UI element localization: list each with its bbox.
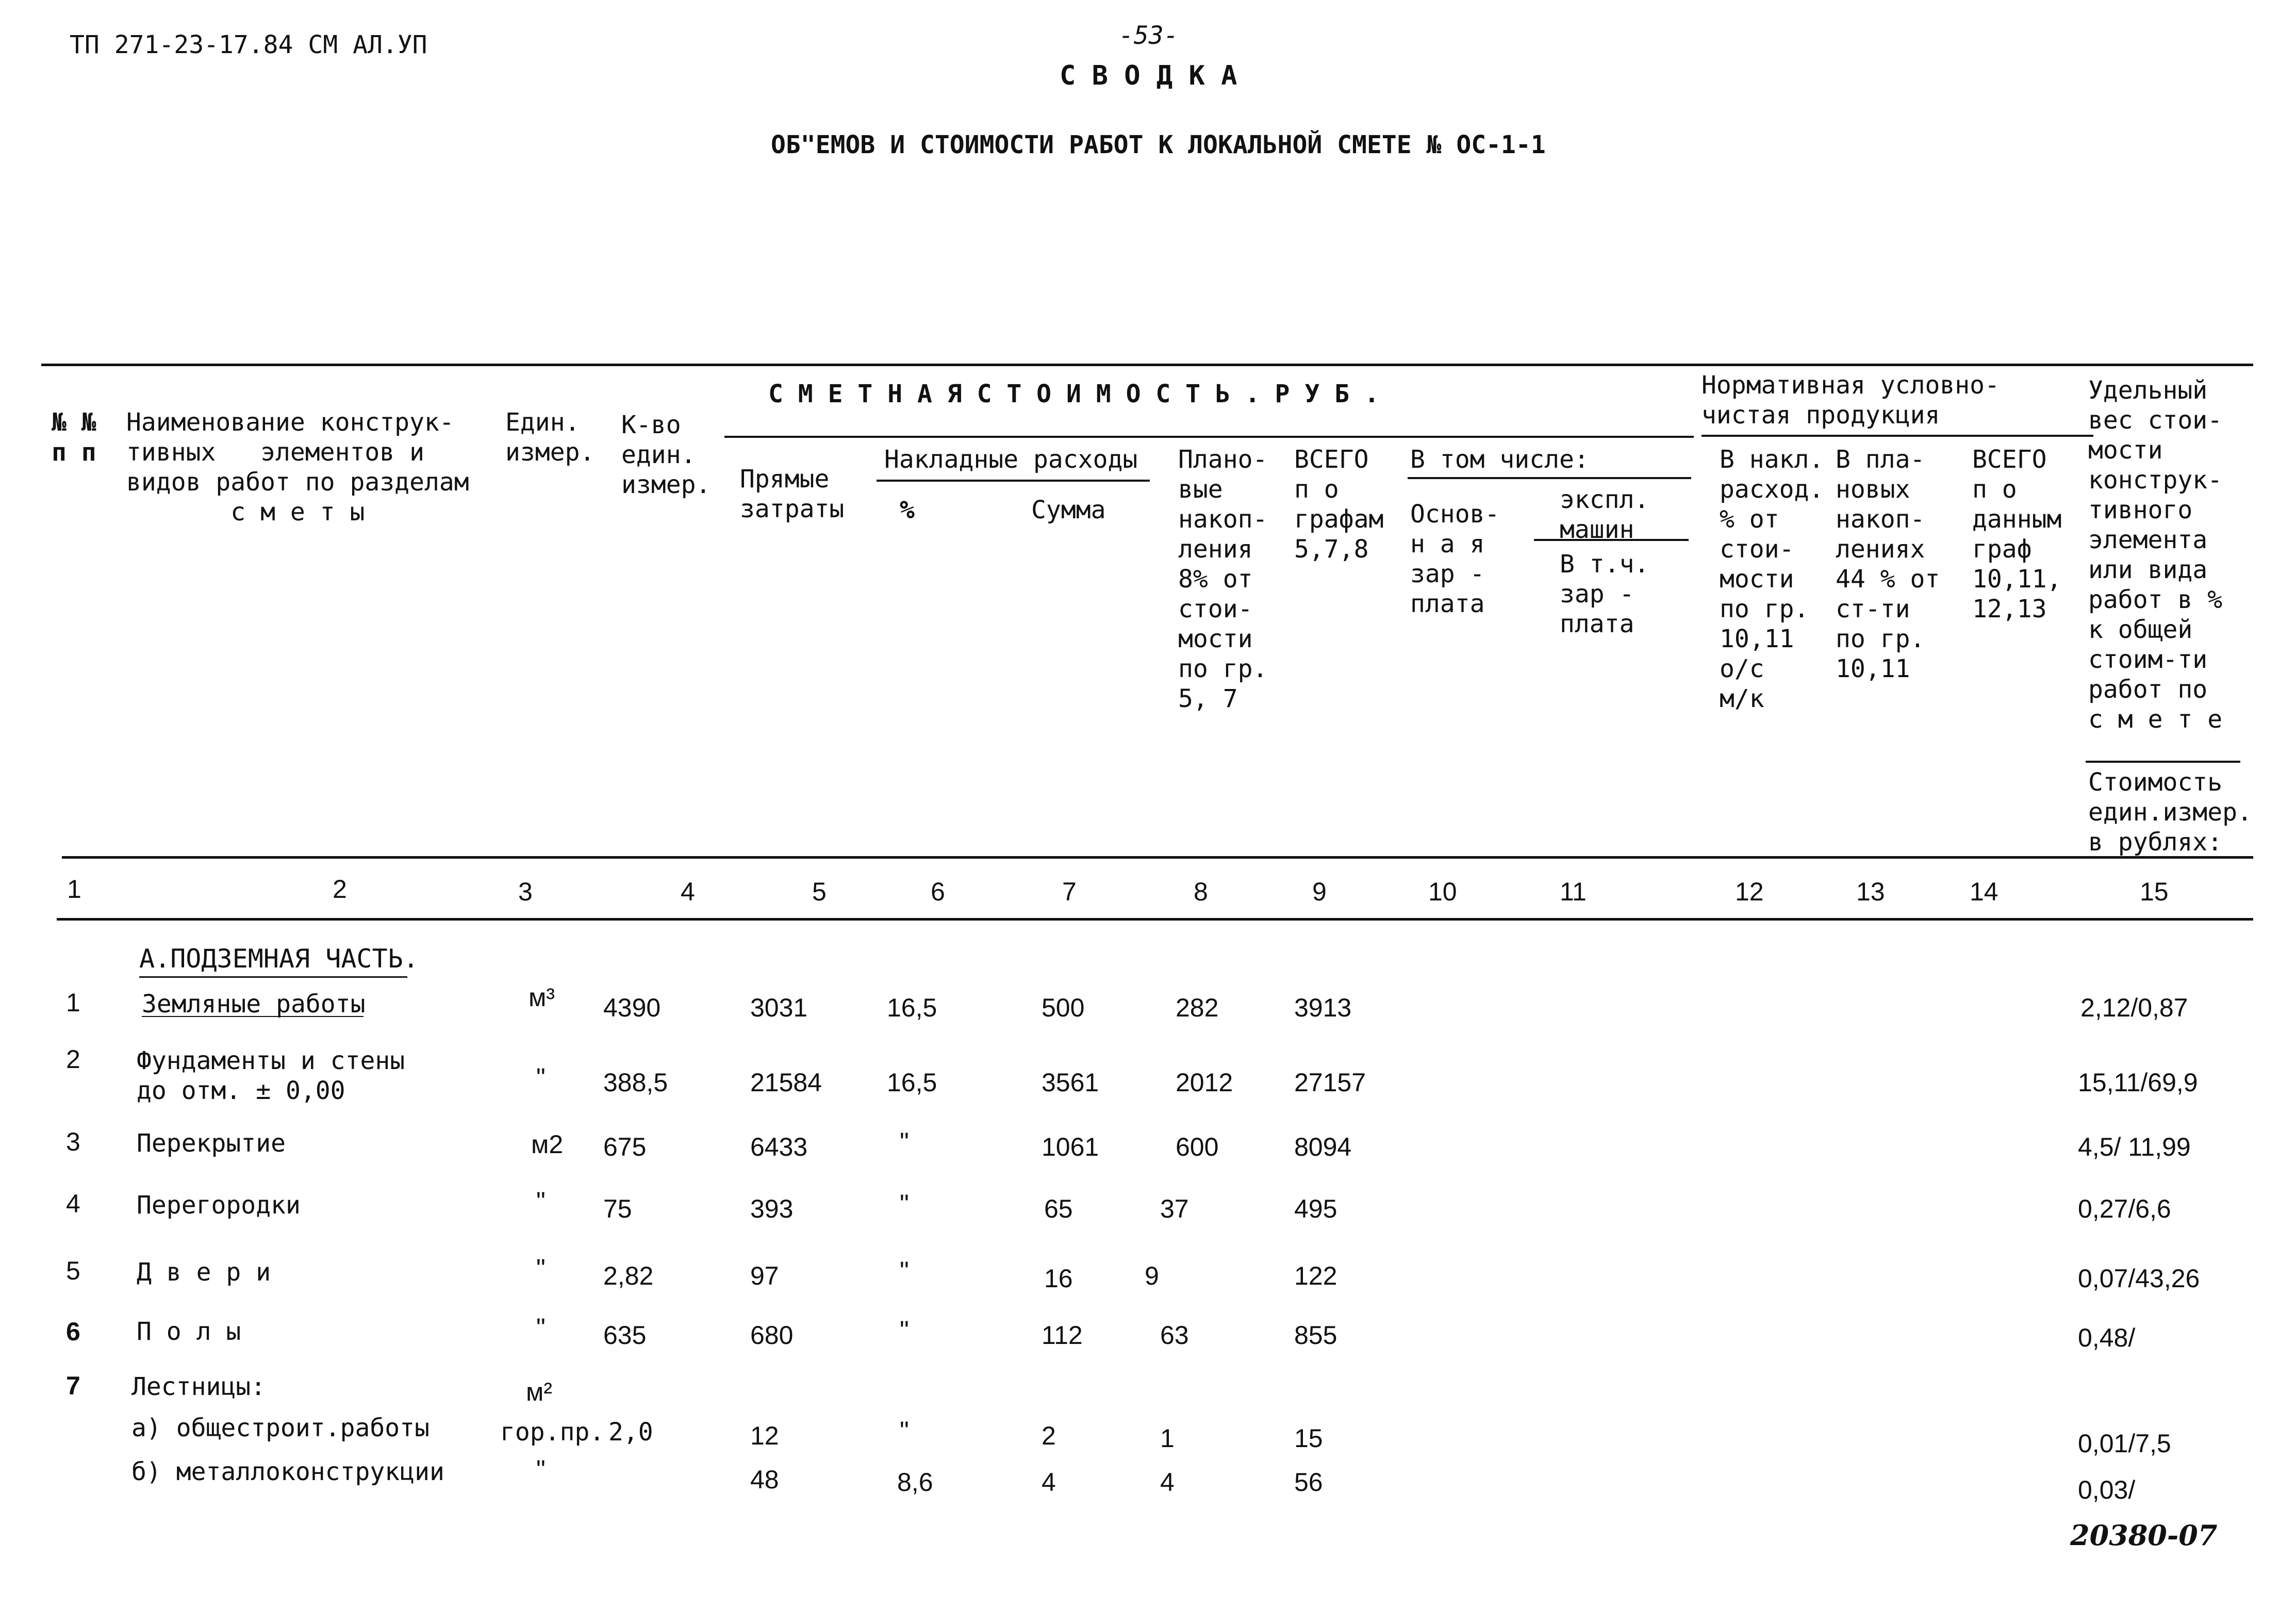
- header-col-8: Плано- вые накоп- ления 8% от стои- мости по гр. 5, 7: [1178, 445, 1268, 713]
- row-unit: м2: [531, 1130, 564, 1159]
- row-direct: 393: [750, 1194, 794, 1223]
- norm-group-rule: [1702, 435, 2093, 437]
- row-name: Д в е р и: [137, 1258, 271, 1287]
- header-col-10: Основ- н а я зар - плата: [1410, 500, 1500, 618]
- col-number: 3: [518, 877, 533, 906]
- col-number: 1: [67, 875, 81, 904]
- row-name: а) общестроит.работы: [131, 1414, 430, 1442]
- overhead-rule: [877, 480, 1150, 482]
- row-direct: 680: [750, 1321, 794, 1350]
- row-qty: 2,82: [603, 1261, 654, 1290]
- row-name: Земляные работы: [142, 990, 366, 1019]
- header-col-15-top: Удельный вес стои- мости конструк- тивного элемента или вида работ в % к общей стоим-ти работ по с м е т е: [2088, 376, 2223, 734]
- col-number: 9: [1312, 877, 1327, 906]
- row-pct: 8,6: [897, 1468, 933, 1497]
- col-number: 5: [812, 877, 827, 906]
- row-sum: 65: [1044, 1194, 1073, 1223]
- row-sum: 16: [1044, 1264, 1073, 1293]
- row-unit: ": [536, 1313, 546, 1342]
- page-subtitle: ОБ"ЕМОВ И СТОИМОСТИ РАБОТ К ЛОКАЛЬНОЙ СМЕТЕ № ОС-1-1: [771, 130, 1546, 159]
- row-name: П о л ы: [137, 1317, 241, 1346]
- row-pct: ": [900, 1316, 909, 1344]
- document-code: ТП 271-23-17.84 СМ АЛ.УП: [70, 30, 427, 59]
- row-total: 3913: [1294, 993, 1352, 1022]
- col-number: 7: [1062, 877, 1077, 906]
- header-norm-group: Нормативная условно- чистая продукция: [1702, 371, 2000, 430]
- row-pct: ": [900, 1416, 909, 1445]
- header-col-13: В пла- новых накоп- лениях 44 % от ст-ти по гр. 10,11: [1836, 445, 1940, 683]
- row-share: 0,01/7,5: [2078, 1429, 2171, 1458]
- section-underline: [139, 976, 407, 978]
- row-name: Перекрытие: [137, 1129, 286, 1158]
- header-col-3: Един. измер.: [505, 408, 595, 467]
- row-share: 0,07/43,26: [2078, 1264, 2200, 1293]
- row-sum: 500: [1042, 993, 1085, 1022]
- row-pct: ": [900, 1256, 909, 1285]
- incl-rule: [1408, 477, 1691, 479]
- page-number: -53-: [1119, 21, 1179, 50]
- page-title: С В О Д К А: [1060, 60, 1237, 91]
- row-number: 6: [66, 1317, 80, 1346]
- row-unit: ": [536, 1455, 546, 1484]
- row-total: 495: [1294, 1194, 1337, 1223]
- row-total: 56: [1294, 1468, 1323, 1497]
- row-pct: 16,5: [887, 1068, 937, 1097]
- row-qty: 388,5: [603, 1068, 668, 1097]
- row-plan: 282: [1176, 993, 1219, 1022]
- row-direct: 21584: [750, 1068, 822, 1097]
- row-pct: ": [900, 1189, 909, 1218]
- row-share: 0,03/: [2078, 1475, 2136, 1504]
- row-pct: ": [900, 1127, 909, 1156]
- header-col-9: ВСЕГО п о графам 5,7,8: [1294, 445, 1384, 564]
- row-sum: 3561: [1042, 1068, 1099, 1097]
- row-plan: 2012: [1176, 1068, 1233, 1097]
- header-col-1: № № п п: [52, 408, 96, 467]
- row-qty: 2,0: [608, 1418, 653, 1447]
- row-direct: 97: [750, 1261, 779, 1290]
- col-number: 6: [931, 877, 945, 906]
- header-col-5: Прямые затраты: [740, 465, 845, 523]
- row-total: 122: [1294, 1261, 1337, 1290]
- row-plan: 9: [1145, 1261, 1159, 1290]
- table-top-rule: [41, 364, 2253, 366]
- row-unit: м³: [528, 983, 555, 1012]
- row-number: 2: [66, 1045, 80, 1074]
- share-rule: [2086, 761, 2240, 763]
- row-share: 15,11/69,9: [2078, 1068, 2198, 1097]
- row-name: б) металлоконструкции: [131, 1457, 444, 1486]
- row-number: 7: [66, 1371, 80, 1400]
- header-col-6: %: [900, 496, 915, 524]
- row-sum: 112: [1042, 1321, 1083, 1350]
- row-plan: 37: [1160, 1194, 1189, 1223]
- col-number: 4: [681, 877, 695, 906]
- row-total: 15: [1294, 1424, 1323, 1453]
- header-col-15-bottom: Стоимость един.измер. в рублях:: [2088, 768, 2252, 857]
- header-cost-group: С М Е Т Н А Я С Т О И М О С Т Ь . Р У Б .: [768, 380, 1379, 408]
- header-col-11-bottom: В т.ч. зар - плата: [1560, 550, 1649, 638]
- row-number: 3: [66, 1127, 80, 1156]
- row-name: Перегородки: [137, 1191, 301, 1220]
- col-number: 13: [1856, 877, 1885, 906]
- header-col-12: В накл. расход. % от стои- мости по гр. 10,11 о/с м/к: [1720, 445, 1824, 713]
- header-overhead-group: Накладные расходы: [884, 445, 1138, 474]
- row-unit: ": [536, 1063, 546, 1092]
- row-direct: 6433: [750, 1133, 808, 1161]
- row-pct: 16,5: [887, 993, 937, 1022]
- row-direct: 12: [750, 1421, 779, 1450]
- cost-group-rule: [724, 436, 1694, 438]
- row-share: 4,5/ 11,99: [2078, 1133, 2191, 1161]
- row-direct: 48: [750, 1465, 779, 1494]
- header-col-11-top: экспл. машин: [1560, 485, 1649, 544]
- footer-mark: 20380-07: [2070, 1519, 2218, 1552]
- row-unit: гор.пр.: [500, 1418, 605, 1447]
- section-title: А.ПОДЗЕМНАЯ ЧАСТЬ.: [139, 944, 419, 974]
- row-unit: ": [536, 1187, 546, 1216]
- header-col-7: Сумма: [1031, 496, 1106, 524]
- row-sum: 2: [1042, 1421, 1056, 1450]
- col-number: 10: [1428, 877, 1457, 906]
- col-number: 15: [2140, 877, 2169, 906]
- col-number-rule: [57, 918, 2253, 921]
- header-col-2: Наименование конструк- тивных элементов и видов работ по разделам с м е т ы: [126, 408, 469, 527]
- row-total: 27157: [1294, 1068, 1366, 1097]
- row-plan: 600: [1176, 1133, 1219, 1161]
- row-plan: 1: [1160, 1424, 1175, 1453]
- row-share: 2,12/0,87: [2080, 993, 2188, 1022]
- row-unit: ": [536, 1254, 546, 1283]
- header-bottom-rule: [62, 856, 2253, 859]
- row-share: 0,27/6,6: [2078, 1194, 2171, 1223]
- col-number: 14: [1970, 877, 1998, 906]
- header-col-4: К-во един. измер.: [621, 411, 711, 499]
- row-total: 855: [1294, 1321, 1337, 1350]
- col-number: 2: [333, 875, 347, 904]
- row-qty: 635: [603, 1321, 647, 1350]
- row-name: Лестницы:: [131, 1372, 266, 1401]
- row-plan: 63: [1160, 1321, 1189, 1350]
- row-direct: 3031: [750, 993, 808, 1022]
- row-total: 8094: [1294, 1133, 1352, 1161]
- row-name: Фундаменты и стены до отм. ± 0,00: [137, 1046, 405, 1105]
- row-sum: 1061: [1042, 1133, 1099, 1161]
- row-number: 5: [66, 1256, 80, 1285]
- row-qty: 75: [603, 1194, 632, 1223]
- header-incl-group: В том числе:: [1410, 445, 1589, 474]
- row-qty: 4390: [603, 993, 661, 1022]
- row-number: 4: [66, 1189, 80, 1218]
- row-unit: м²: [526, 1377, 553, 1406]
- row-number: 1: [66, 988, 80, 1017]
- header-col-14: ВСЕГО п о данным граф 10,11, 12,13: [1972, 445, 2062, 623]
- row-qty: 675: [603, 1133, 647, 1161]
- row-share: 0,48/: [2078, 1323, 2136, 1352]
- row-sum: 4: [1042, 1468, 1056, 1497]
- col-number: 12: [1735, 877, 1764, 906]
- col-number: 8: [1194, 877, 1208, 906]
- col-number: 11: [1560, 877, 1587, 906]
- row-plan: 4: [1160, 1468, 1175, 1497]
